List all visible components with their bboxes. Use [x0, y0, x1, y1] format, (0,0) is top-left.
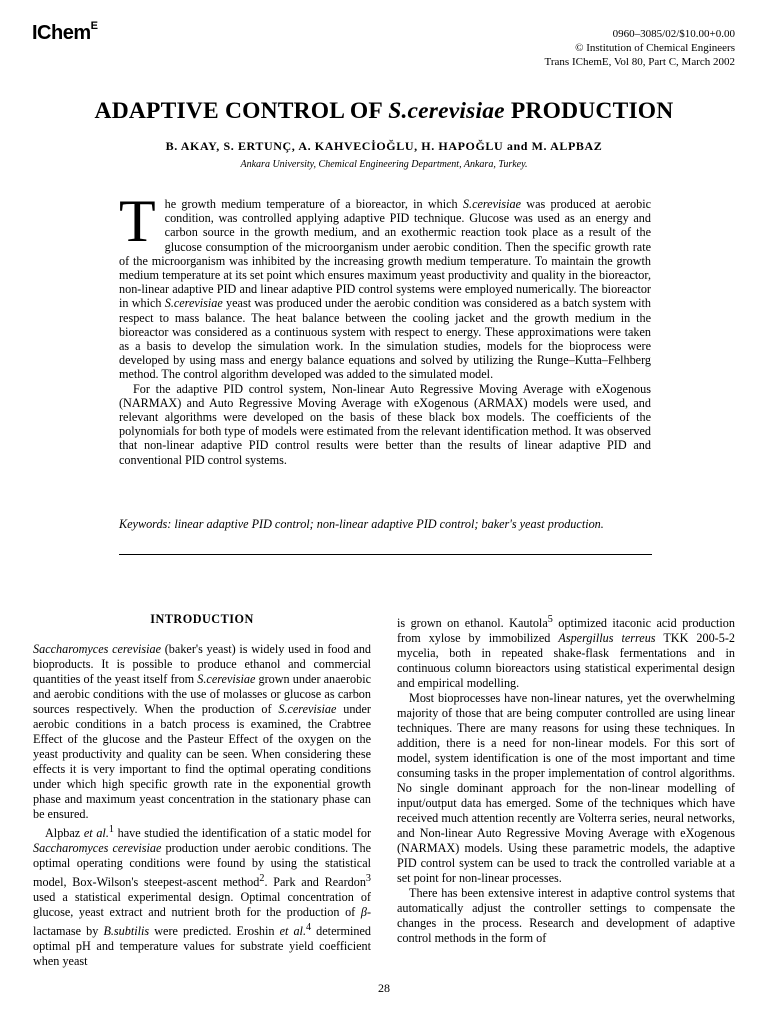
journal-info [545, 27, 735, 69]
body-paragraph: Alpbaz et al.$^1$ have studied the identification of a static model for Saccharomyces cerevisiae production under aerobic conditions. The optimal operating conditions were found by using the statistical model, Box-Wilson's steepest-ascent method$^2$. Park and Reardon$^3$ used a statistical experimental design. Optimal concentration of glucose, yeast extract and nutrient broth for the production of β-lactamase by B.subtilis were predicted. Eroshin et al.$^4$ determined optimal pH and temperature values for substrate yield coefficient when yeast [33, 824, 372, 969]
abstract [119, 188, 651, 467]
abstract-paragraph: For the adaptive PID control system, Non-linear Auto Regressive Moving Average with eXogenous (NARMAX) and Auto Regressive Moving Average with eXogenous (ARMAX) models were used, and relevant algorithms were developed on the basis of these black box models. The coefficients of the polynomials for both type of models were estimated from the relevant identification method. It was observed that non-linear adaptive PID control results were better than the results of linear adaptive PID and conventional PID control systems. [119, 381, 651, 467]
affiliation: Ankara University, Chemical Engineering Department, Ankara, Turkey. [240, 159, 528, 170]
keywords: Keywords: linear adaptive PID control; non-linear adaptive PID control; baker's yeast production. [119, 517, 604, 531]
drop-cap: T [119, 188, 156, 254]
citation-line: Trans IChemE, Vol 80, Part C, March 2002 [544, 56, 735, 68]
citation-ref: 1 [108, 824, 114, 835]
body-paragraph: Saccharomyces cerevisiae (baker's yeast) is widely used in food and bioproducts. It is possible to produce ethanol and commercial quantities of the yeast itself from S.cerevisiae grown under anaerobic and aerobic conditions with the use of molasses or glucose as carbon sources respectively. When the production of S.cerevisiae under aerobic conditions in a batch process is examined, the Crabtree Effect of the glucose and the Pasteur Effect of the oxygen on the yeast productivity and quality can be seen. When considering these effects it is very important to find the optimal operating conditions under which high specific growth rate in the exponential growth phase and maximum yeast concentration in the stationary phase can be ensured. [33, 642, 372, 821]
citation-ref: 3 [365, 873, 371, 885]
abstract-divider [119, 554, 652, 555]
section-heading: INTRODUCTION [150, 612, 254, 626]
paper-title: ADAPTIVE CONTROL OF S.cerevisiae PRODUCTION [94, 98, 674, 124]
author-list: B. AKAY, S. ERTUNÇ, A. KAHVECİOĞLU, H. HAPOĞLU and M. ALPBAZ [165, 139, 603, 153]
right-column [397, 612, 735, 946]
body-paragraph: is grown on ethanol. Kautola$^5$ optimized itaconic acid production from xylose by immobilized Aspergillus terreus TKK 200-5-2 mycelia, both in repeated shake-flask fermentations and in continuous column bioreactors using statistical experimental design and empirical modelling. [397, 614, 735, 691]
issn-line: 0960–3085/02/$10.00+0.00 [612, 28, 735, 40]
citation-ref: 2 [259, 873, 265, 885]
body-paragraph: There has been extensive interest in adaptive control systems that automatically adjust the controller settings to compensate the changes in the process. Research and development of adaptive control methods in the form of [397, 886, 735, 946]
ichemE-logo: IChem$^E$ [32, 20, 98, 44]
citation-ref: 5 [547, 614, 553, 625]
copyright-line: © Institution of Chemical Engineers [575, 42, 735, 54]
page-number: 28 [378, 981, 390, 995]
abstract-paragraph: The growth medium temperature of a bioreactor, in which S.cerevisiae was produced at aerobic condition, was controlled applying adaptive PID technique. Glucose was used as an energy and carbon source in the growth medium, and an exothermic reaction took place as a result of the glucose consumption of the microorganism under aerobic condition. Then the specific growth rate of the microorganism was inhibited by the increasing growth medium temperature. To maintain the growth medium temperature at its set point which ensures maximum yeast productivity and quality in the bioreactor, non-linear adaptive PID and linear adaptive PID control systems were employed numerically. The bioreactor in which S.cerevisiae yeast was produced under the aerobic condition was considered as a batch system with respect to mass balance. The heat balance between the cooling jacket and the growth medium in the bioreactor was considered as a continuous system with respect to energy. These approximations were taken as a basis to develop the simulation work. In the simulation studies, models for the bioprocess were developed by using mass and energy balance equations and solved by utilizing the Runge–Kutta–Felhberg method. The control algorithm developed was added to the simulated model. [119, 188, 651, 382]
citation-ref: 4 [306, 922, 312, 934]
body-paragraph: Most bioprocesses have non-linear natures, yet the overwhelming majority of those that are being computer controlled are using linear techniques. There are many reasons for using these techniques. In addition, there is a need for non-linear models. For this sort of model, system identification is one of the most important and time consuming tasks in the proper implementation of control algorithms. No single dominant approach for the non-linear modelling of input/output data has emerged. Some of the techniques which have received much attention recently are Volterra series, neural networks, and Non-linear Auto Regressive Moving Average with eXogenous (NARMAX) models. Using these parametric models, the adaptive PID control system can be used to track the controlled variable at a set point for non-linear processes. [397, 691, 735, 886]
left-column [33, 612, 371, 969]
